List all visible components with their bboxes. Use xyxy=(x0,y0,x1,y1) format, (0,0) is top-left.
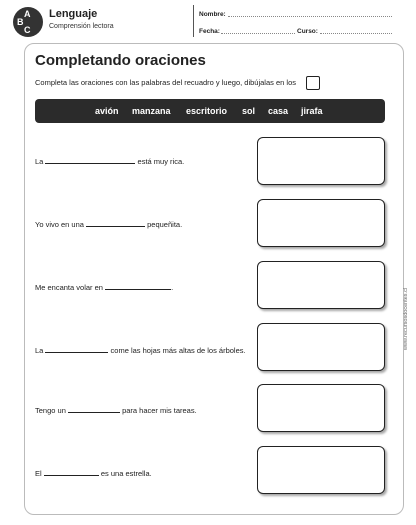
date-field[interactable] xyxy=(221,33,295,34)
header-divider xyxy=(193,5,194,37)
drawing-box-5[interactable] xyxy=(257,384,385,432)
sentence-6: El es una estrella. xyxy=(35,469,152,478)
course-field[interactable] xyxy=(320,33,392,34)
source-url: www.recursosdocentes.cl xyxy=(403,287,409,350)
subject-title: Lenguaje xyxy=(49,8,98,20)
blank-field-1[interactable] xyxy=(45,157,135,164)
sentence-5: Tengo un para hacer mis tareas. xyxy=(35,406,197,415)
drawing-box-3[interactable] xyxy=(257,261,385,309)
blank-field-5[interactable] xyxy=(68,406,120,413)
sentence-4: La come las hojas más altas de los árboles. xyxy=(35,346,246,355)
word-jirafa: jirafa xyxy=(301,106,323,116)
instruction-text: Completa las oraciones con las palabras del recuadro y luego, dibújalas en los xyxy=(35,78,296,87)
name-field[interactable] xyxy=(228,16,392,17)
drawing-box-4[interactable] xyxy=(257,323,385,371)
instruction-box-icon xyxy=(306,76,320,90)
drawing-box-2[interactable] xyxy=(257,199,385,247)
word-escritorio: escritorio xyxy=(186,106,228,116)
worksheet-title: Completando oraciones xyxy=(35,52,206,69)
page-header xyxy=(0,0,416,40)
drawing-box-6[interactable] xyxy=(257,446,385,494)
blank-field-2[interactable] xyxy=(86,220,145,227)
abc-logo: A B C xyxy=(13,7,43,37)
course-label: Curso: xyxy=(297,28,318,35)
blank-field-3[interactable] xyxy=(105,283,171,290)
word-bank xyxy=(35,99,385,123)
drawing-box-1[interactable] xyxy=(257,137,385,185)
sentence-1: La está muy rica. xyxy=(35,157,185,166)
name-label: Nombre: xyxy=(199,11,226,18)
date-label: Fecha: xyxy=(199,28,220,35)
sentence-2: Yo vivo en una pequeñita. xyxy=(35,220,183,229)
word-avion: avión xyxy=(95,106,119,116)
blank-field-4[interactable] xyxy=(45,346,108,353)
word-sol: sol xyxy=(242,106,256,116)
sentence-3: Me encanta volar en . xyxy=(35,283,174,292)
subject-subtitle: Comprensión lectora xyxy=(49,23,114,30)
word-manzana: manzana xyxy=(132,106,171,116)
word-casa: casa xyxy=(268,106,289,116)
blank-field-6[interactable] xyxy=(44,469,99,476)
